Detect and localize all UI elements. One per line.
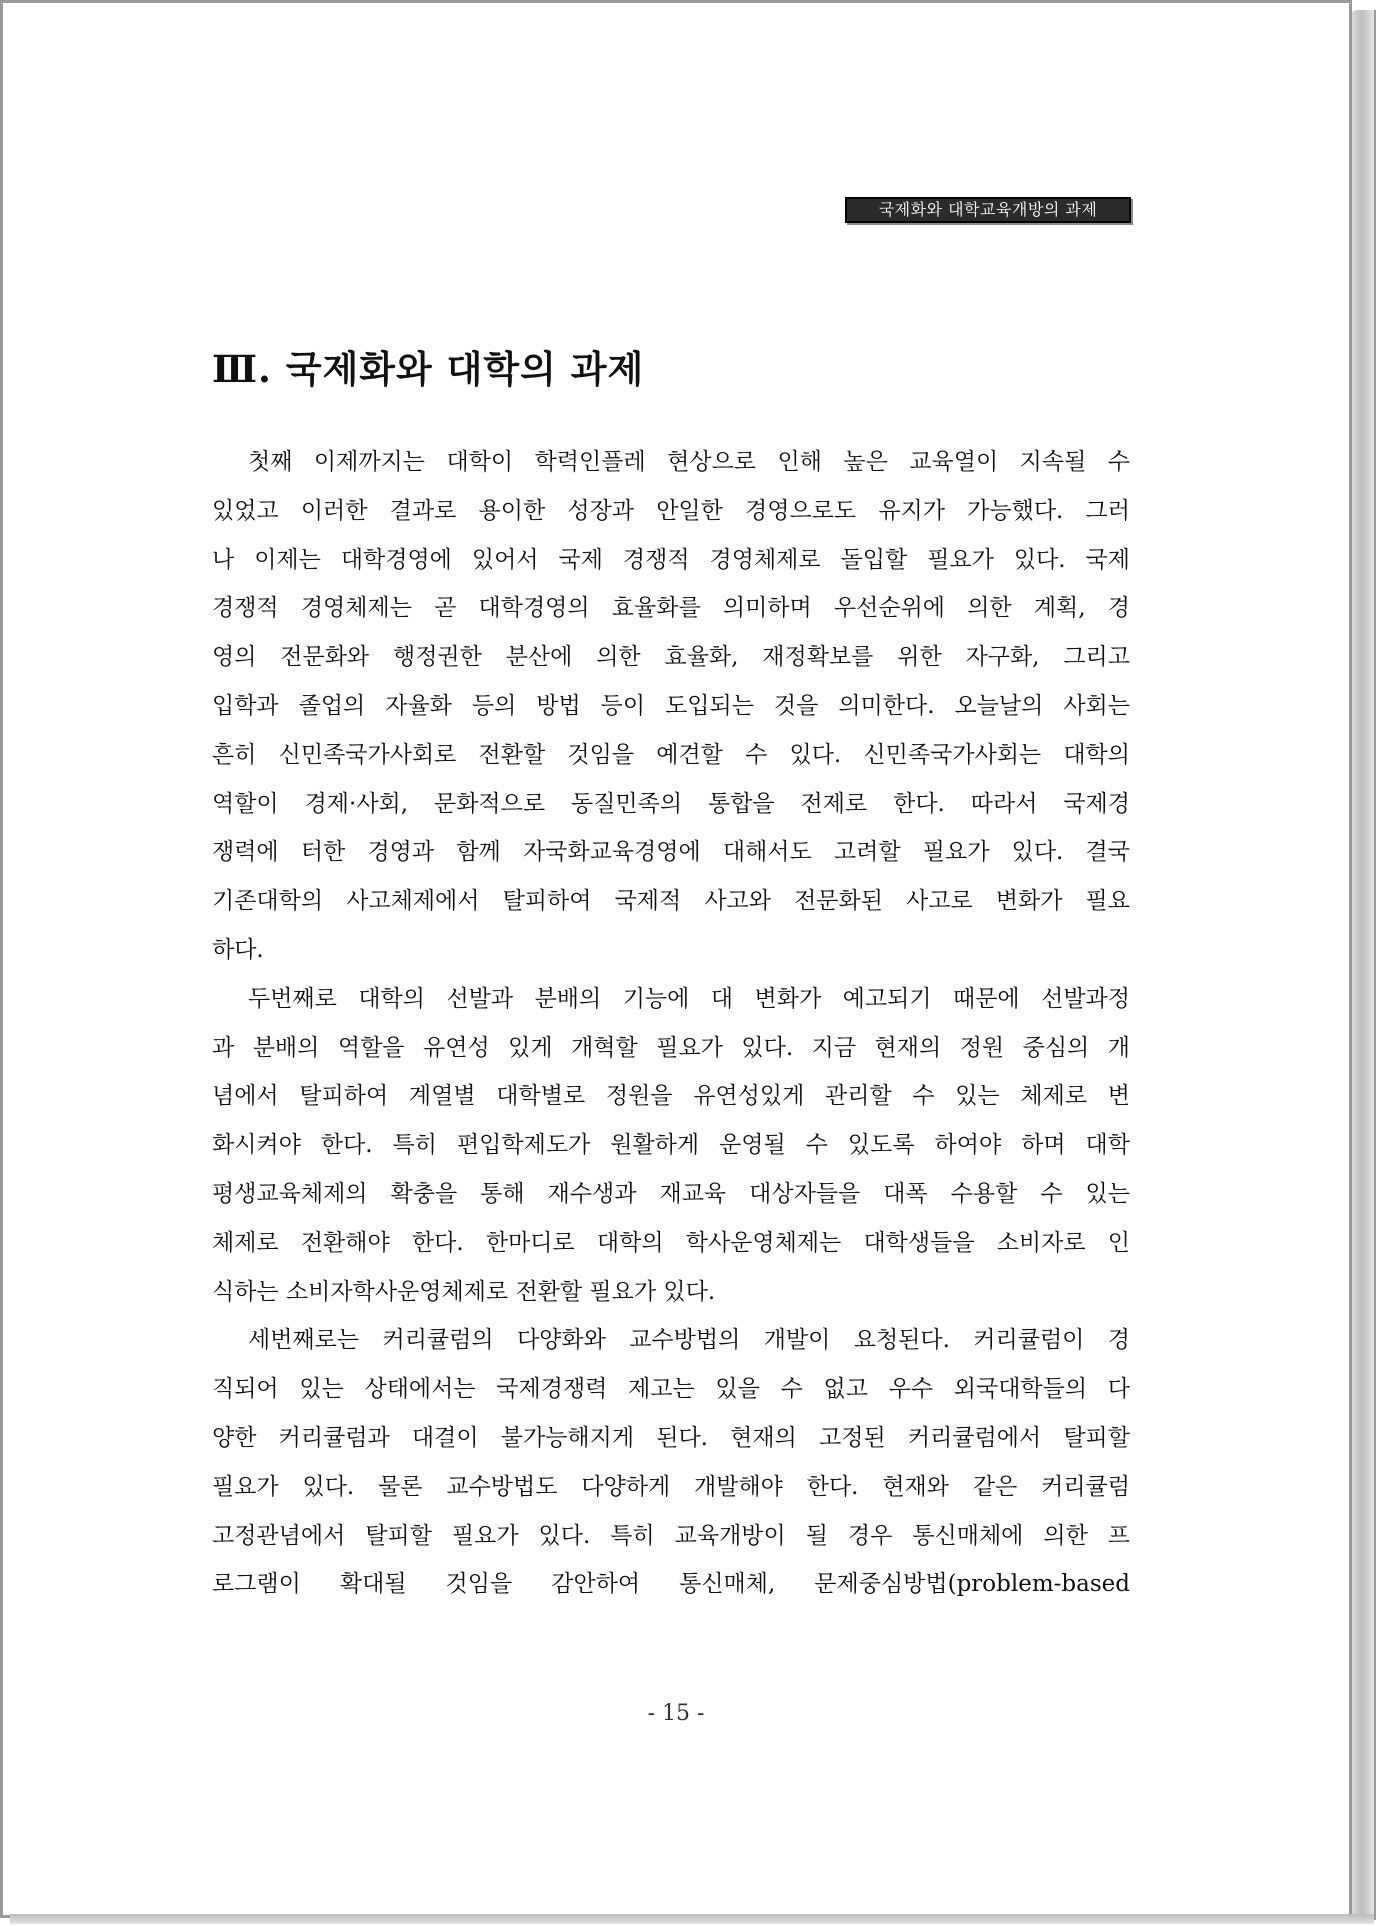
text-line: 직되어 있는 상태에서는 국제경쟁력 제고는 있을 수 없고 우수 외국대학들의 다 bbox=[212, 1376, 1130, 1403]
paragraph-2 bbox=[212, 975, 1130, 1317]
text-line: 고정관념에서 탈피할 필요가 있다. 특히 교육개방이 될 경우 통신매체에 의한 프 bbox=[212, 1522, 1130, 1549]
running-header: 국제화와 대학교육개방의 과제 bbox=[845, 197, 1131, 223]
text-line: 양한 커리큘럼과 대결이 불가능해지게 된다. 현재의 고정된 커리큘럼에서 탈피할 bbox=[212, 1424, 1130, 1451]
body-text bbox=[212, 438, 1130, 1609]
text-line: 있었고 이러한 결과로 용이한 성장과 안일한 경영으로도 유지가 가능했다. 그러 bbox=[212, 497, 1130, 524]
text-line: 체제로 전환해야 한다. 한마디로 대학의 학사운영체제는 대학생들을 소비자로 인 bbox=[212, 1229, 1130, 1256]
text-line: 평생교육체제의 확충을 통해 재수생과 재교육 대상자들을 대폭 수용할 수 있는 bbox=[212, 1180, 1130, 1207]
text-line: 입학과 졸업의 자율화 등의 방법 등이 도입되는 것을 의미한다. 오늘날의 사회는 bbox=[212, 692, 1130, 719]
text-line: 식하는 소비자학사운영체제로 전환할 필요가 있다. bbox=[212, 1278, 716, 1305]
text-line: 쟁력에 터한 경영과 함께 자국화교육경영에 대해서도 고려할 필요가 있다. 결국 bbox=[212, 839, 1130, 866]
text-line: 필요가 있다. 물론 교수방법도 다양하게 개발해야 한다. 현재와 같은 커리큘럼 bbox=[212, 1473, 1130, 1500]
text-line: 흔히 신민족국가사회로 전환할 것임을 예견할 수 있다. 신민족국가사회는 대학의 bbox=[212, 741, 1130, 768]
text-line: 로그램이 확대될 것임을 감안하여 통신매체, 문제중심방법(problem-based bbox=[212, 1571, 1130, 1598]
page-edge-shadow bbox=[1352, 10, 1376, 1920]
text-line: 두번째로 대학의 선발과 분배의 기능에 대 변화가 예고되기 때문에 선발과정 bbox=[248, 985, 1130, 1012]
text-line: 경쟁적 경영체제는 곧 대학경영의 효율화를 의미하며 우선순위에 의한 계획, 경 bbox=[212, 595, 1130, 622]
paragraph-3 bbox=[212, 1316, 1130, 1609]
text-line: 기존대학의 사고체제에서 탈피하여 국제적 사고와 전문화된 사고로 변화가 필요 bbox=[212, 888, 1130, 915]
section-title: Ⅲ. 국제화와 대학의 과제 bbox=[212, 347, 645, 391]
text-line: 념에서 탈피하여 계열별 대학별로 정원을 유연성있게 관리할 수 있는 체제로 변 bbox=[212, 1083, 1130, 1110]
text-line: 나 이제는 대학경영에 있어서 국제 경쟁적 경영체제로 돌입할 필요가 있다. 국제 bbox=[212, 546, 1130, 573]
text-line: 영의 전문화와 행정권한 분산에 의한 효율화, 재정확보를 위한 자구화, 그리고 bbox=[212, 644, 1130, 671]
text-line: 세번째로는 커리큘럼의 다양화와 교수방법의 개발이 요청된다. 커리큘럼이 경 bbox=[248, 1327, 1130, 1354]
page-bottom-shadow bbox=[10, 1914, 1374, 1924]
text-line: 하다. bbox=[212, 936, 264, 963]
text-line: 화시켜야 한다. 특히 편입학제도가 원활하게 운영될 수 있도록 하여야 하며 대학 bbox=[212, 1132, 1130, 1159]
text-line: 과 분배의 역할을 유연성 있게 개혁할 필요가 있다. 지금 현재의 정원 중심의 개 bbox=[212, 1034, 1130, 1061]
page-number: - 15 - bbox=[647, 1701, 705, 1726]
text-line: 첫째 이제까지는 대학이 학력인플레 현상으로 인해 높은 교육열이 지속될 수 bbox=[248, 449, 1130, 475]
page-corner bbox=[1352, 0, 1374, 12]
text-line: 역할이 경제·사회, 문화적으로 동질민족의 통합을 전제로 한다. 따라서 국제경 bbox=[212, 790, 1130, 817]
paragraph-1 bbox=[212, 438, 1130, 975]
